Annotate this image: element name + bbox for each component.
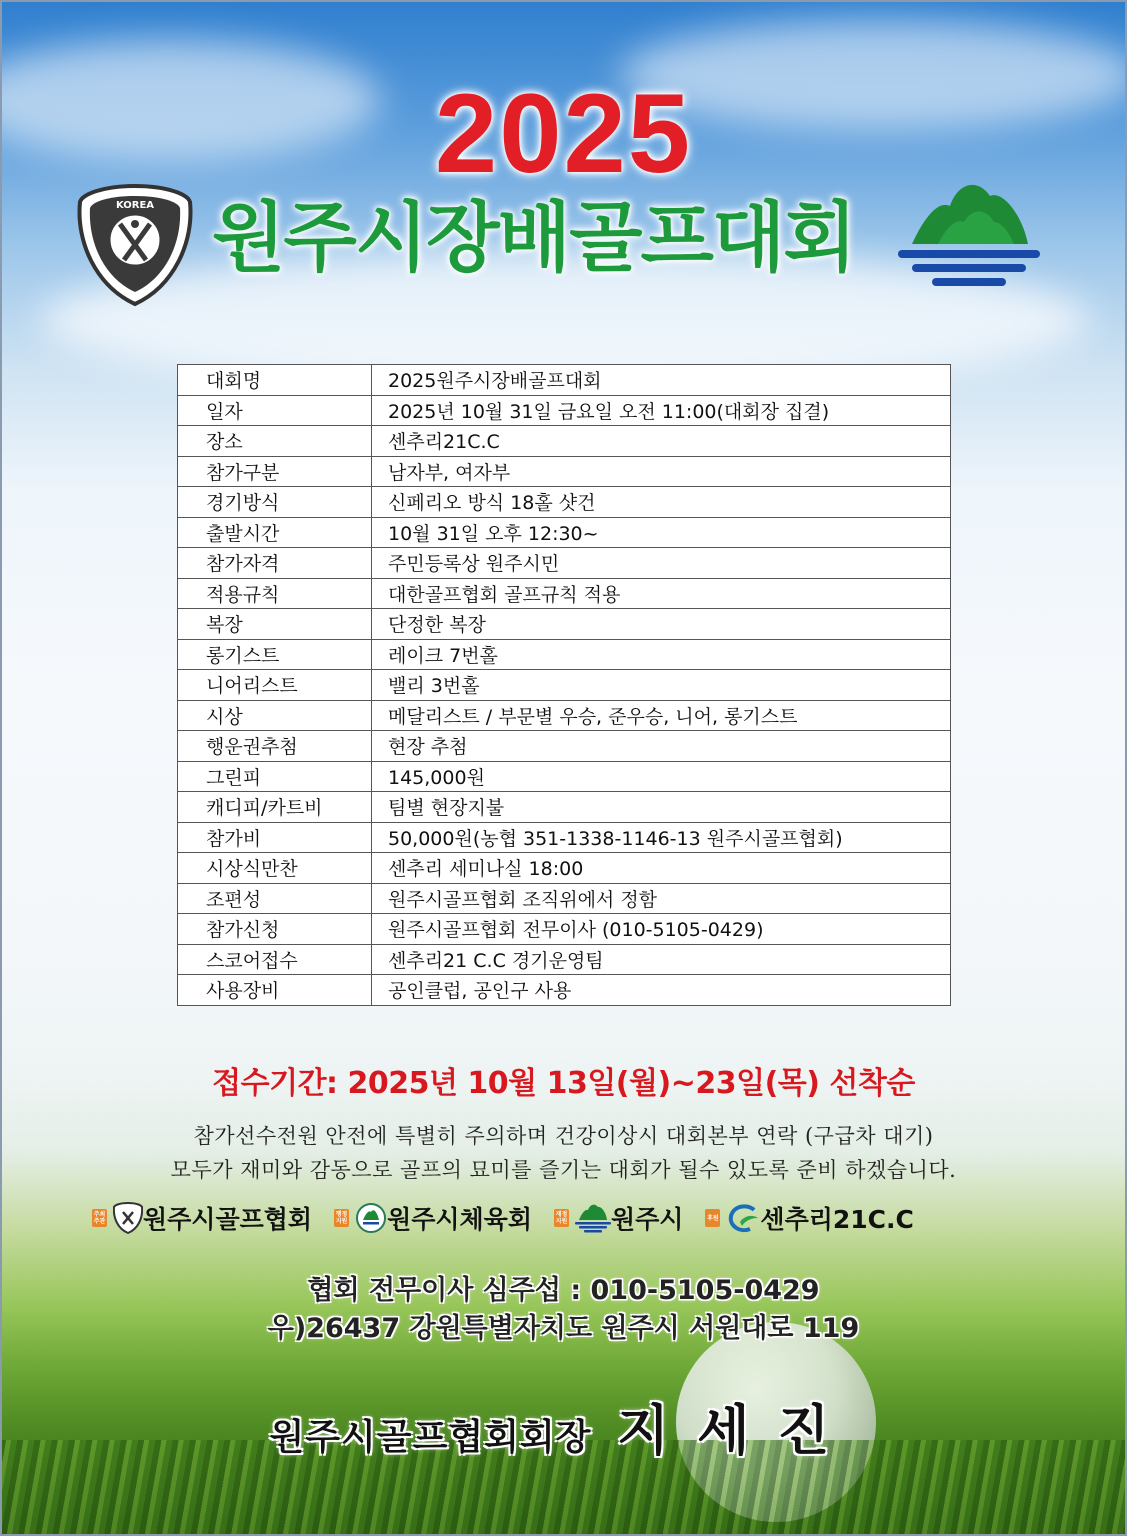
president-signature	[0, 1388, 1127, 1465]
table-row	[178, 700, 951, 731]
table-row	[178, 639, 951, 670]
sponsor-name: 센추리21C.C	[760, 1205, 914, 1234]
sports-council-icon	[355, 1202, 387, 1234]
sponsor-name: 원주시골프협회	[143, 1205, 313, 1234]
notice-line-1: 참가선수전원 안전에 특별히 주의하며 건강이상시 대회본부 연락 (구급차 대기)	[193, 1124, 934, 1148]
table-row	[178, 914, 951, 945]
row-value: 메달리스트 / 부문별 우승, 준우승, 니어, 롱기스트	[372, 700, 951, 731]
sponsor-role-tag: 후원	[705, 1209, 720, 1227]
row-value: 주민등록상 원주시민	[372, 548, 951, 579]
table-row	[178, 975, 951, 1006]
row-label: 대회명	[178, 365, 372, 396]
row-label: 참가비	[178, 822, 372, 853]
registration-deadline: 접수기간: 2025년 10월 13일(월)~23일(목) 선착순	[212, 1066, 915, 1101]
row-label: 조편성	[178, 883, 372, 914]
event-title: 원주시장배골프대회	[212, 193, 855, 282]
row-label: 시상	[178, 700, 372, 731]
table-row	[178, 670, 951, 701]
president-title: 원주시골프협회회장	[269, 1417, 592, 1458]
row-label: 스코어접수	[178, 944, 372, 975]
row-label: 출발시간	[178, 517, 372, 548]
row-value: 팀별 현장지불	[372, 792, 951, 823]
row-value: 2025원주시장배골프대회	[372, 365, 951, 396]
table-row	[178, 517, 951, 548]
contact-address: 우)26437 강원특별자치도 원주시 서원대로 119	[267, 1313, 860, 1344]
wonju-city-mountain-icon	[898, 178, 1040, 298]
row-value: 단정한 복장	[372, 609, 951, 640]
row-label: 적용규칙	[178, 578, 372, 609]
row-value: 밸리 3번홀	[372, 670, 951, 701]
row-value: 원주시골프협회 조직위에서 정함	[372, 883, 951, 914]
event-year: 2025	[434, 71, 693, 196]
row-value: 신페리오 방식 18홀 샷건	[372, 487, 951, 518]
row-value: 센추리21 C.C 경기운영팀	[372, 944, 951, 975]
table-row	[178, 731, 951, 762]
sponsor-name: 원주시체육회	[387, 1205, 532, 1234]
row-value: 10월 31일 오후 12:30~	[372, 517, 951, 548]
row-label: 참가구분	[178, 456, 372, 487]
table-row	[178, 944, 951, 975]
table-row	[178, 883, 951, 914]
sponsor-role-tag: 주최 주관	[93, 1211, 106, 1225]
row-label: 행운권추첨	[178, 731, 372, 762]
row-value: 남자부, 여자부	[372, 456, 951, 487]
row-value: 145,000원	[372, 761, 951, 792]
table-row	[178, 365, 951, 396]
table-row	[178, 609, 951, 640]
golf-association-icon	[113, 1202, 143, 1234]
row-label: 캐디피/카트비	[178, 792, 372, 823]
row-value: 현장 추첨	[372, 731, 951, 762]
table-row	[178, 456, 951, 487]
president-name: 지세진	[617, 1399, 858, 1462]
table-row	[178, 395, 951, 426]
row-label: 경기방식	[178, 487, 372, 518]
sponsor-finance	[554, 1200, 683, 1236]
row-label: 사용장비	[178, 975, 372, 1006]
row-value: 원주시골프협회 전무이사 (010-5105-0429)	[372, 914, 951, 945]
table-row	[178, 548, 951, 579]
table-row	[178, 426, 951, 457]
sponsor-bar	[92, 1198, 1052, 1238]
row-value: 센추리 세미나실 18:00	[372, 853, 951, 884]
notice-line-2: 모두가 재미와 감동으로 골프의 묘미를 즐기는 대회가 될수 있도록 준비 하겠습니다.	[170, 1158, 957, 1182]
table-row	[178, 792, 951, 823]
row-label: 복장	[178, 609, 372, 640]
row-value: 50,000원(농협 351-1338-1146-13 원주시골프협회)	[372, 822, 951, 853]
svg-text:KOREA: KOREA	[115, 200, 155, 211]
row-label: 일자	[178, 395, 372, 426]
row-label: 니어리스트	[178, 670, 372, 701]
row-label: 시상식만찬	[178, 853, 372, 884]
sponsor-role-tag: 행정 지원	[335, 1211, 348, 1225]
row-label: 참가신청	[178, 914, 372, 945]
table-row	[178, 578, 951, 609]
row-value: 대한골프협회 골프규칙 적용	[372, 578, 951, 609]
sponsor-role-tag: 재정 지원	[555, 1211, 568, 1225]
table-row	[178, 853, 951, 884]
golf-association-logo-icon	[76, 182, 194, 308]
wonju-city-icon	[575, 1203, 611, 1233]
row-value: 레이크 7번홀	[372, 639, 951, 670]
row-label: 롱기스트	[178, 639, 372, 670]
table-row	[178, 822, 951, 853]
sponsor-support	[705, 1200, 913, 1236]
contact-phone: 협회 전무이사 심주섭 : 010-5105-0429	[307, 1275, 820, 1306]
sponsor-host	[92, 1200, 312, 1236]
row-label: 그린피	[178, 761, 372, 792]
century21-icon	[726, 1202, 760, 1234]
event-info-table	[177, 364, 951, 1006]
row-value: 2025년 10월 31일 금요일 오전 11:00(대회장 집결)	[372, 395, 951, 426]
row-value: 센추리21C.C	[372, 426, 951, 457]
row-label: 장소	[178, 426, 372, 457]
row-label: 참가자격	[178, 548, 372, 579]
sponsor-name: 원주시	[610, 1205, 684, 1234]
row-value: 공인클럽, 공인구 사용	[372, 975, 951, 1006]
table-row	[178, 761, 951, 792]
table-row	[178, 487, 951, 518]
sponsor-admin	[334, 1200, 532, 1236]
